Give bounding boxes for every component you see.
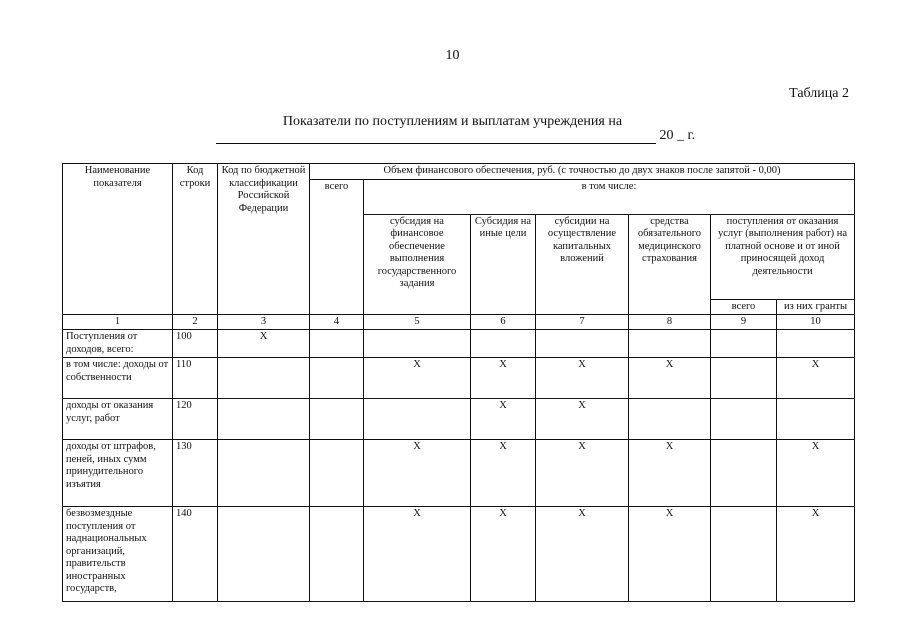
header-oms: средства обязательного медицинского страхования [629, 214, 711, 315]
row-cell [218, 507, 310, 602]
header-total: всего [310, 179, 364, 315]
header-subsidy-task: субсидия на финансовое обеспечение выполнения государственного задания [364, 214, 471, 315]
row-cell: X [629, 440, 711, 507]
header-paid-grants: из них гранты [777, 299, 855, 315]
header-volume: Объем финансового обеспечения, руб. (с точностью до двух знаков после запятой - 0,00) [310, 164, 855, 180]
header-subsidy-capital: субсидии на осуществление капитальных вложений [536, 214, 629, 315]
row-cell: X [364, 440, 471, 507]
row-cell [711, 440, 777, 507]
row-cell: X [364, 358, 471, 399]
column-number: 6 [471, 315, 536, 330]
table-row [63, 358, 855, 399]
table-label: Таблица 2 [789, 86, 849, 101]
row-cell [310, 330, 364, 358]
row-cell [218, 440, 310, 507]
row-cell [218, 358, 310, 399]
row-cell: X [364, 507, 471, 602]
column-number: 9 [711, 315, 777, 330]
row-cell [711, 358, 777, 399]
row-cell: X [471, 440, 536, 507]
header-row [63, 164, 855, 180]
column-number: 4 [310, 315, 364, 330]
column-number: 3 [218, 315, 310, 330]
row-cell [777, 399, 855, 440]
row-cell [218, 399, 310, 440]
row-cell [364, 399, 471, 440]
column-number: 7 [536, 315, 629, 330]
column-number: 1 [63, 315, 173, 330]
row-cell: X [777, 440, 855, 507]
row-cell [777, 330, 855, 358]
row-name: доходы от оказания услуг, работ [63, 399, 173, 440]
row-name: безвозмездные поступления от наднациональных организаций, правительств иностранных государств, [63, 507, 173, 602]
title-date-line [216, 128, 695, 144]
table-row [63, 330, 855, 358]
row-cell: X [629, 358, 711, 399]
indicators-table [62, 163, 855, 602]
row-cell [364, 330, 471, 358]
column-number: 10 [777, 315, 855, 330]
table-body [63, 330, 855, 602]
row-code: 130 [173, 440, 218, 507]
row-cell: X [536, 440, 629, 507]
row-cell: X [471, 507, 536, 602]
header-including: в том числе: [364, 179, 855, 214]
table-row [63, 440, 855, 507]
table-row [63, 399, 855, 440]
row-cell: X [218, 330, 310, 358]
row-cell [711, 507, 777, 602]
row-cell [711, 399, 777, 440]
row-name: в том числе: доходы от собственности [63, 358, 173, 399]
row-cell: X [629, 507, 711, 602]
row-cell [310, 507, 364, 602]
row-code: 140 [173, 507, 218, 602]
column-number: 8 [629, 315, 711, 330]
row-cell [310, 358, 364, 399]
column-number: 5 [364, 315, 471, 330]
row-code: 120 [173, 399, 218, 440]
row-cell: X [471, 358, 536, 399]
row-cell: X [777, 507, 855, 602]
row-name: Поступления от доходов, всего: [63, 330, 173, 358]
row-cell: X [536, 507, 629, 602]
document-title: Показатели по поступлениям и выплатам учреждения на [282, 114, 623, 129]
row-cell [310, 399, 364, 440]
header-code: Код строки [173, 164, 218, 315]
year-suffix: 20 _ г. [659, 128, 696, 143]
row-cell: X [536, 358, 629, 399]
row-cell: X [777, 358, 855, 399]
column-number: 2 [173, 315, 218, 330]
row-cell [471, 330, 536, 358]
row-cell [536, 330, 629, 358]
row-code: 100 [173, 330, 218, 358]
row-cell: X [471, 399, 536, 440]
row-cell [711, 330, 777, 358]
row-cell [629, 330, 711, 358]
row-cell [629, 399, 711, 440]
header-subsidy-other: Субсидия на иные цели [471, 214, 536, 315]
column-numbers-row [63, 315, 855, 330]
table-row [63, 507, 855, 602]
header-budget-code: Код по бюджетной классификации Российской Федерации [218, 164, 310, 315]
row-name: доходы от штрафов, пеней, иных сумм принудительного изъятия [63, 440, 173, 507]
header-paid-services: поступления от оказания услуг (выполнения работ) на платной основе и от иной приносящей доход деятельности [711, 214, 855, 299]
row-cell: X [536, 399, 629, 440]
header-name: Наименование показателя [63, 164, 173, 315]
date-blank-line [216, 129, 656, 144]
page-number: 10 [445, 48, 460, 63]
row-cell [310, 440, 364, 507]
row-code: 110 [173, 358, 218, 399]
header-paid-total: всего [711, 299, 777, 315]
